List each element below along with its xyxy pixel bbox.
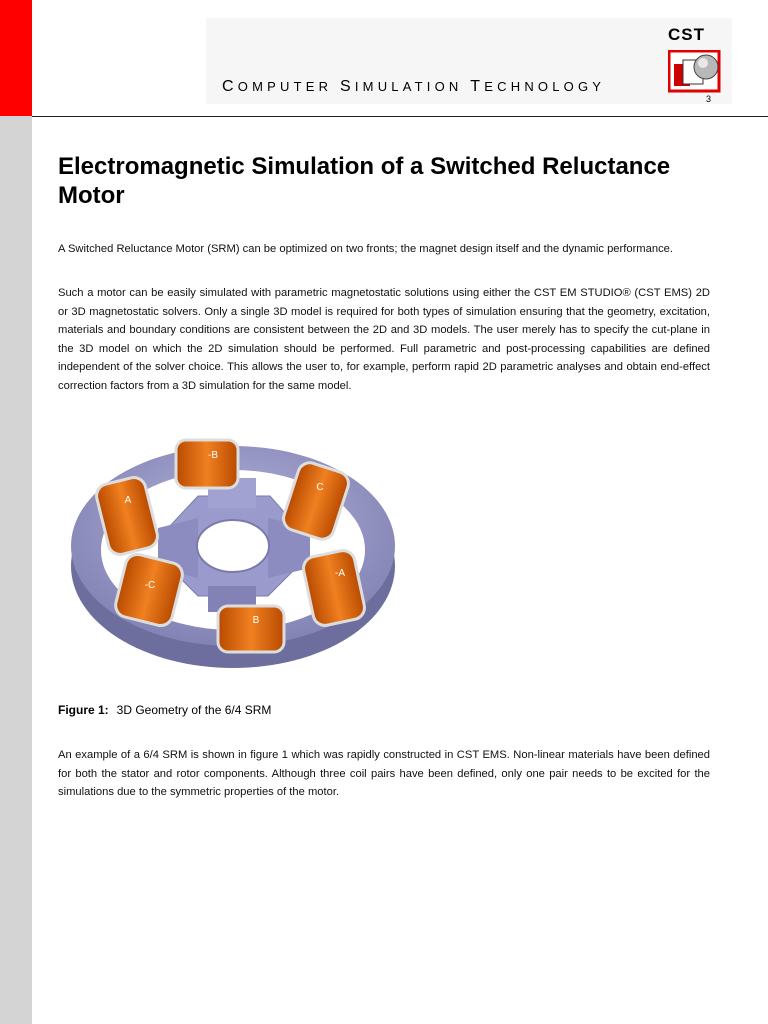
coil-b xyxy=(218,606,284,652)
cst-logo-icon xyxy=(668,50,722,104)
coil-label: -C xyxy=(144,580,156,591)
example-paragraph: An example of a 6/4 SRM is shown in figure 1 which was rapidly constructed in CST EMS. Non-linear materials have been defined for both the stator and rotor components. Although three coil pairs have been defined, only one pair needs to be excited for the simulations due to the symmetric properties of the motor. xyxy=(58,749,710,798)
company-name: COMPUTER SIMULATION TECHNOLOGY xyxy=(222,78,606,95)
svg-text:3: 3 xyxy=(706,94,712,104)
coil-label: C xyxy=(316,482,324,493)
coil-label: -A xyxy=(335,568,345,579)
coil-minus-b xyxy=(176,440,238,488)
coil-label: A xyxy=(124,495,132,506)
srm-3d-geometry-figure xyxy=(58,418,408,673)
coil-label: -B xyxy=(208,450,218,461)
solver-paragraph: Such a motor can be easily simulated with parametric magnetostatic solutions using either the CST EM STUDIO® (CST EMS) 2D or 3D magnetostatic solvers. Only a single 3D model is required for both types of simulation ensuring that the geometry, excitation, materials and boundary conditions are consistent between the 2D and 3D models. The user merely has to specify the cut-plane in the 3D model on which the 2D simulation should be performed. Full parametric and post-processing capabilities are defined independent of the solver choice. This allows the user to, for example, perform rapid 2D parametric analyses and obtain end-effect correction factors from a 3D simulation for the same model. xyxy=(58,287,710,392)
page-title: Electromagnetic Simulation of a Switched Reluctance Motor xyxy=(58,153,671,209)
grey-margin-bar xyxy=(0,116,32,1024)
figure-caption xyxy=(58,703,271,717)
coil-label: B xyxy=(252,615,260,626)
figure-caption-text: 3D Geometry of the 6/4 SRM xyxy=(116,703,272,717)
rotor-shaft-bore xyxy=(197,520,269,572)
red-margin-bar xyxy=(0,0,32,116)
cst-logo-text: CST xyxy=(668,25,705,44)
intro-paragraph: A Switched Reluctance Motor (SRM) can be optimized on two fronts; the magnet design itself and the dynamic performance. xyxy=(58,243,673,255)
header-rule xyxy=(32,116,768,117)
figure-label: Figure 1: xyxy=(58,703,109,717)
